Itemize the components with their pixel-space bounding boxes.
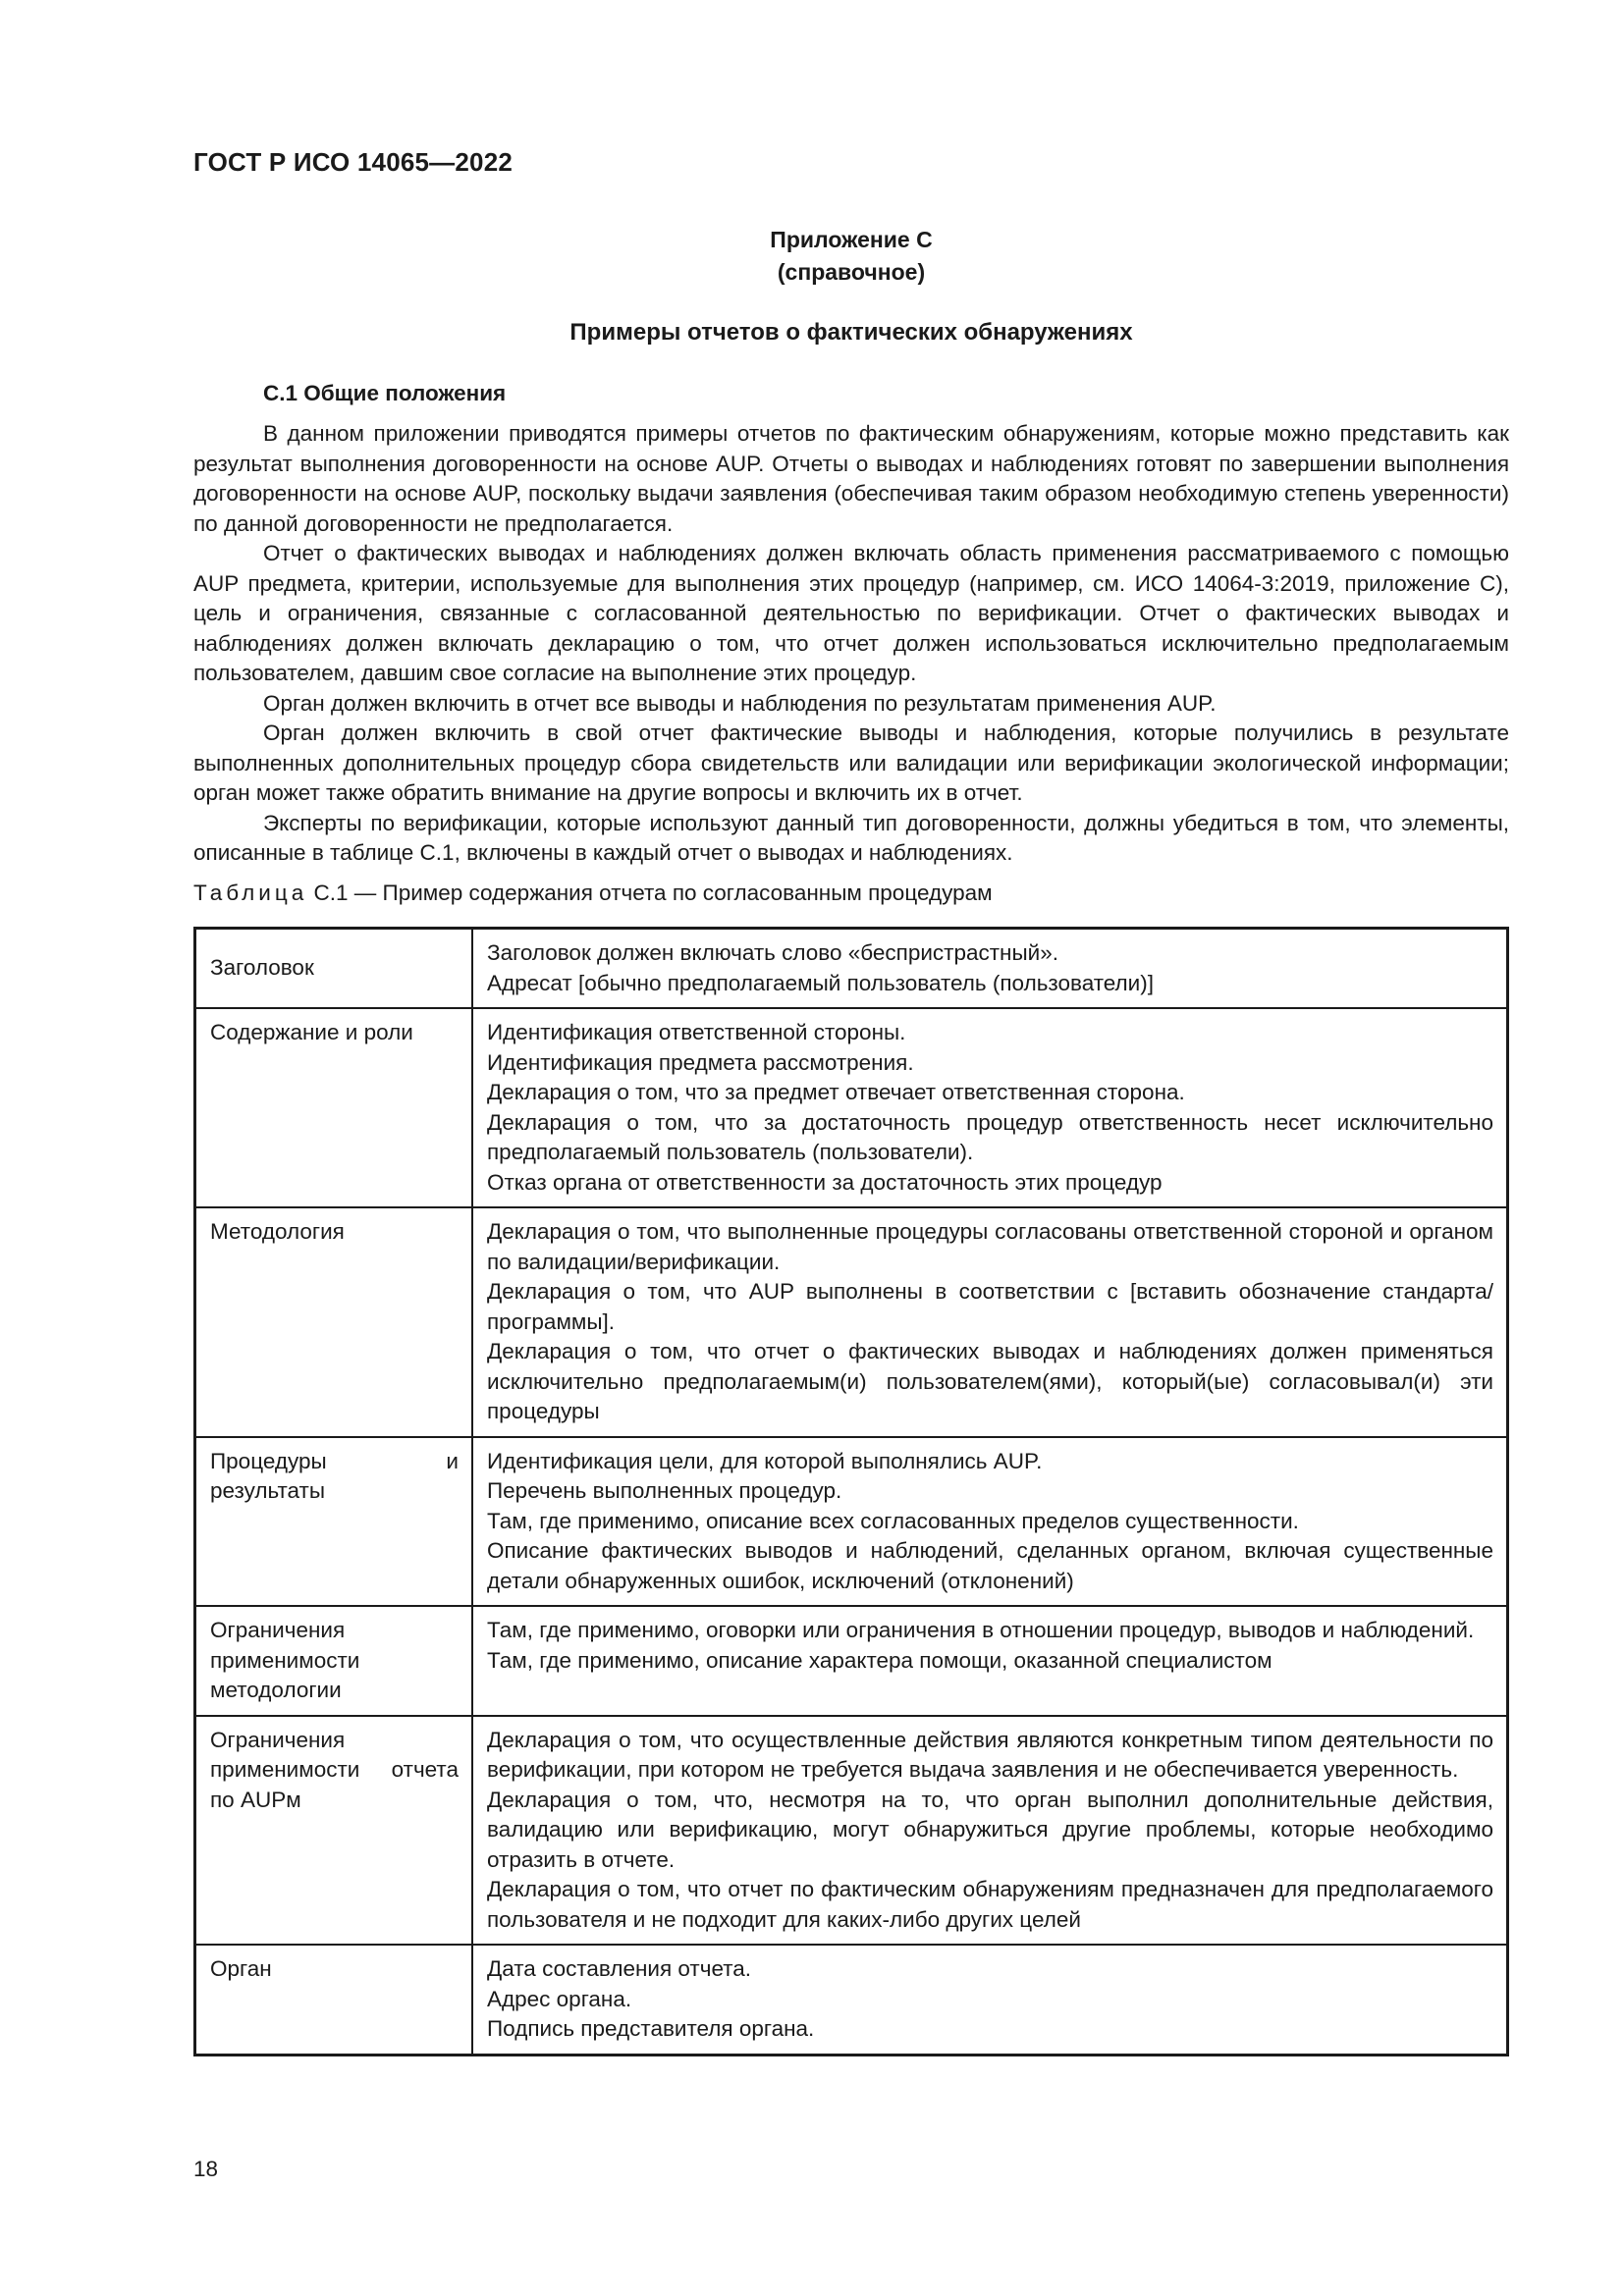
description-line: Декларация о том, что отчет по фактическим обнаружениям предназначен для предполагаемого пользователя и не подходит для каких-либо других целей [487, 1877, 1493, 1932]
row-description-cell [472, 1606, 1508, 1716]
row-term-cell: Ограничения применимости методологии [195, 1606, 473, 1716]
paragraph: В данном приложении приводятся примеры отчетов по фактическим обнаружениям, которые можно представить как результат выполнения договоренности на основе AUP. Отчеты о выводах и наблюдениях готовят по завершении выполнения договоренности на основе AUP, поскольку выдачи заявления (обеспечивая таким образом необходимую степень уверенности) по данной договоренности не предполагается. [193, 421, 1509, 536]
row-description-cell [472, 1008, 1508, 1207]
table-row [195, 1008, 1508, 1207]
appendix-title: Примеры отчетов о фактических обнаружениях [569, 319, 1133, 346]
description-line: Декларация о том, что за достаточность процедур ответственность несет исключительно предполагаемый пользователь (пользователи). [487, 1109, 1493, 1164]
table-row [195, 1437, 1508, 1607]
appendix-heading [193, 224, 1509, 289]
description-line: Перечень выполненных процедур. [487, 1478, 842, 1503]
description-line: Декларация о том, что, несмотря на то, что орган выполнил дополнительные действия, валидацию или верификацию, могут обнаружиться другие проблемы, которые необходимо отразить в отчете. [487, 1787, 1493, 1872]
row-term-cell: Методология [195, 1207, 473, 1437]
table-row [195, 1945, 1508, 2055]
paragraph: Орган должен включить в отчет все выводы и наблюдения по результатам применения AUP. [263, 690, 1217, 716]
row-term-cell: Процедуры и результаты [195, 1437, 473, 1607]
page-number: 18 [193, 2157, 219, 2181]
table-caption-text: С.1 — Пример содержания отчета по согласованным процедурам [313, 881, 993, 905]
appendix-status: (справочное) [777, 259, 926, 285]
description-line: Идентификация цели, для которой выполнялись AUP. [487, 1448, 1043, 1473]
description-line: Там, где применимо, оговорки или ограничения в отношении процедур, выводов и наблюдений. [487, 1618, 1475, 1642]
description-line: Адрес органа. [487, 1986, 632, 2011]
row-term-cell: Содержание и роли [195, 1008, 473, 1207]
table-body [195, 929, 1508, 2056]
description-line: Отказ органа от ответственности за достаточность этих процедур [487, 1169, 1163, 1195]
row-term-cell: Заголовок [195, 929, 473, 1009]
paragraph: Отчет о фактических выводах и наблюдениях должен включать область применения рассматриваемого с помощью AUP предмета, критерии, используемые для выполнения этих процедур (например, см. ИСО 14064-3:2019, приложение С), цель и ограничения, связанные с согласованной деятельностью по верификации. Отчет о фактических выводах и наблюдениях должен включать декларацию о том, что отчет должен использоваться исключительно предполагаемым пользователем, давшим свое согласие на выполнение этих процедур. [193, 541, 1509, 685]
row-description-cell [472, 1945, 1508, 2055]
description-line: Декларация о том, что AUP выполнены в соответствии с [вставить обозначение стандарта/программы]. [487, 1279, 1493, 1334]
appendix-label: Приложение С [770, 227, 933, 252]
table-row [195, 1716, 1508, 1946]
description-line: Адресат [обычно предполагаемый пользователь (пользователи)] [487, 970, 1154, 995]
report-content-table [193, 927, 1509, 2056]
table-row [195, 929, 1508, 1009]
row-description-cell [472, 1207, 1508, 1437]
standard-code-header: ГОСТ Р ИСО 14065—2022 [193, 147, 514, 177]
paragraph: Орган должен включить в свой отчет фактические выводы и наблюдения, которые получились в результате выполненных дополнительных процедур сбора свидетельств или валидации или верификации экологической информации; орган может также обратить внимание на другие вопросы и включить их в отчет. [193, 721, 1509, 805]
row-description-cell [472, 1716, 1508, 1946]
description-line: Декларация о том, что осуществленные действия являются конкретным типом деятельности по верификации, при котором не требуется выдача заявления и не обеспечивается уверенность. [487, 1727, 1493, 1782]
description-line: Декларация о том, что отчет о фактических выводах и наблюдениях должен применяться исключительно предполагаемым(и) пользователем(ями), который(ые) согласовывал(и) эти процедуры [487, 1339, 1493, 1423]
row-description-cell [472, 1437, 1508, 1607]
description-line: Подпись представителя органа. [487, 2016, 815, 2041]
description-line: Там, где применимо, описание всех согласованных пределов существенности. [487, 1508, 1299, 1533]
description-line: Идентификация предмета рассмотрения. [487, 1049, 914, 1075]
section-title: С.1 Общие положения [263, 381, 507, 405]
table-caption-label: Таблица [193, 881, 308, 905]
description-line: Описание фактических выводов и наблюдений, сделанных органом, включая существенные детали обнаруженных ошибок, исключений (отклонений) [487, 1538, 1493, 1593]
paragraph: Эксперты по верификации, которые используют данный тип договоренности, должны убедиться в том, что элементы, описанные в таблице С.1, включены в каждый отчет о выводах и наблюдениях. [193, 810, 1509, 865]
row-term-cell: Ограничения применимости отчета по AUPм [195, 1716, 473, 1946]
description-line: Там, где применимо, описание характера помощи, оказанной специалистом [487, 1647, 1272, 1673]
row-description-cell [472, 929, 1508, 1009]
table-row [195, 1207, 1508, 1437]
table-row [195, 1606, 1508, 1716]
table-caption [193, 881, 993, 906]
description-line: Декларация о том, что выполненные процедуры согласованы ответственной стороной и органом по валидации/верификации. [487, 1219, 1493, 1274]
description-line: Идентификация ответственной стороны. [487, 1020, 906, 1044]
row-term-cell: Орган [195, 1945, 473, 2055]
description-line: Декларация о том, что за предмет отвечает ответственная сторона. [487, 1080, 1185, 1104]
description-line: Дата составления отчета. [487, 1956, 752, 1981]
section-body [193, 419, 1509, 869]
description-line: Заголовок должен включать слово «беспристрастный». [487, 940, 1058, 965]
